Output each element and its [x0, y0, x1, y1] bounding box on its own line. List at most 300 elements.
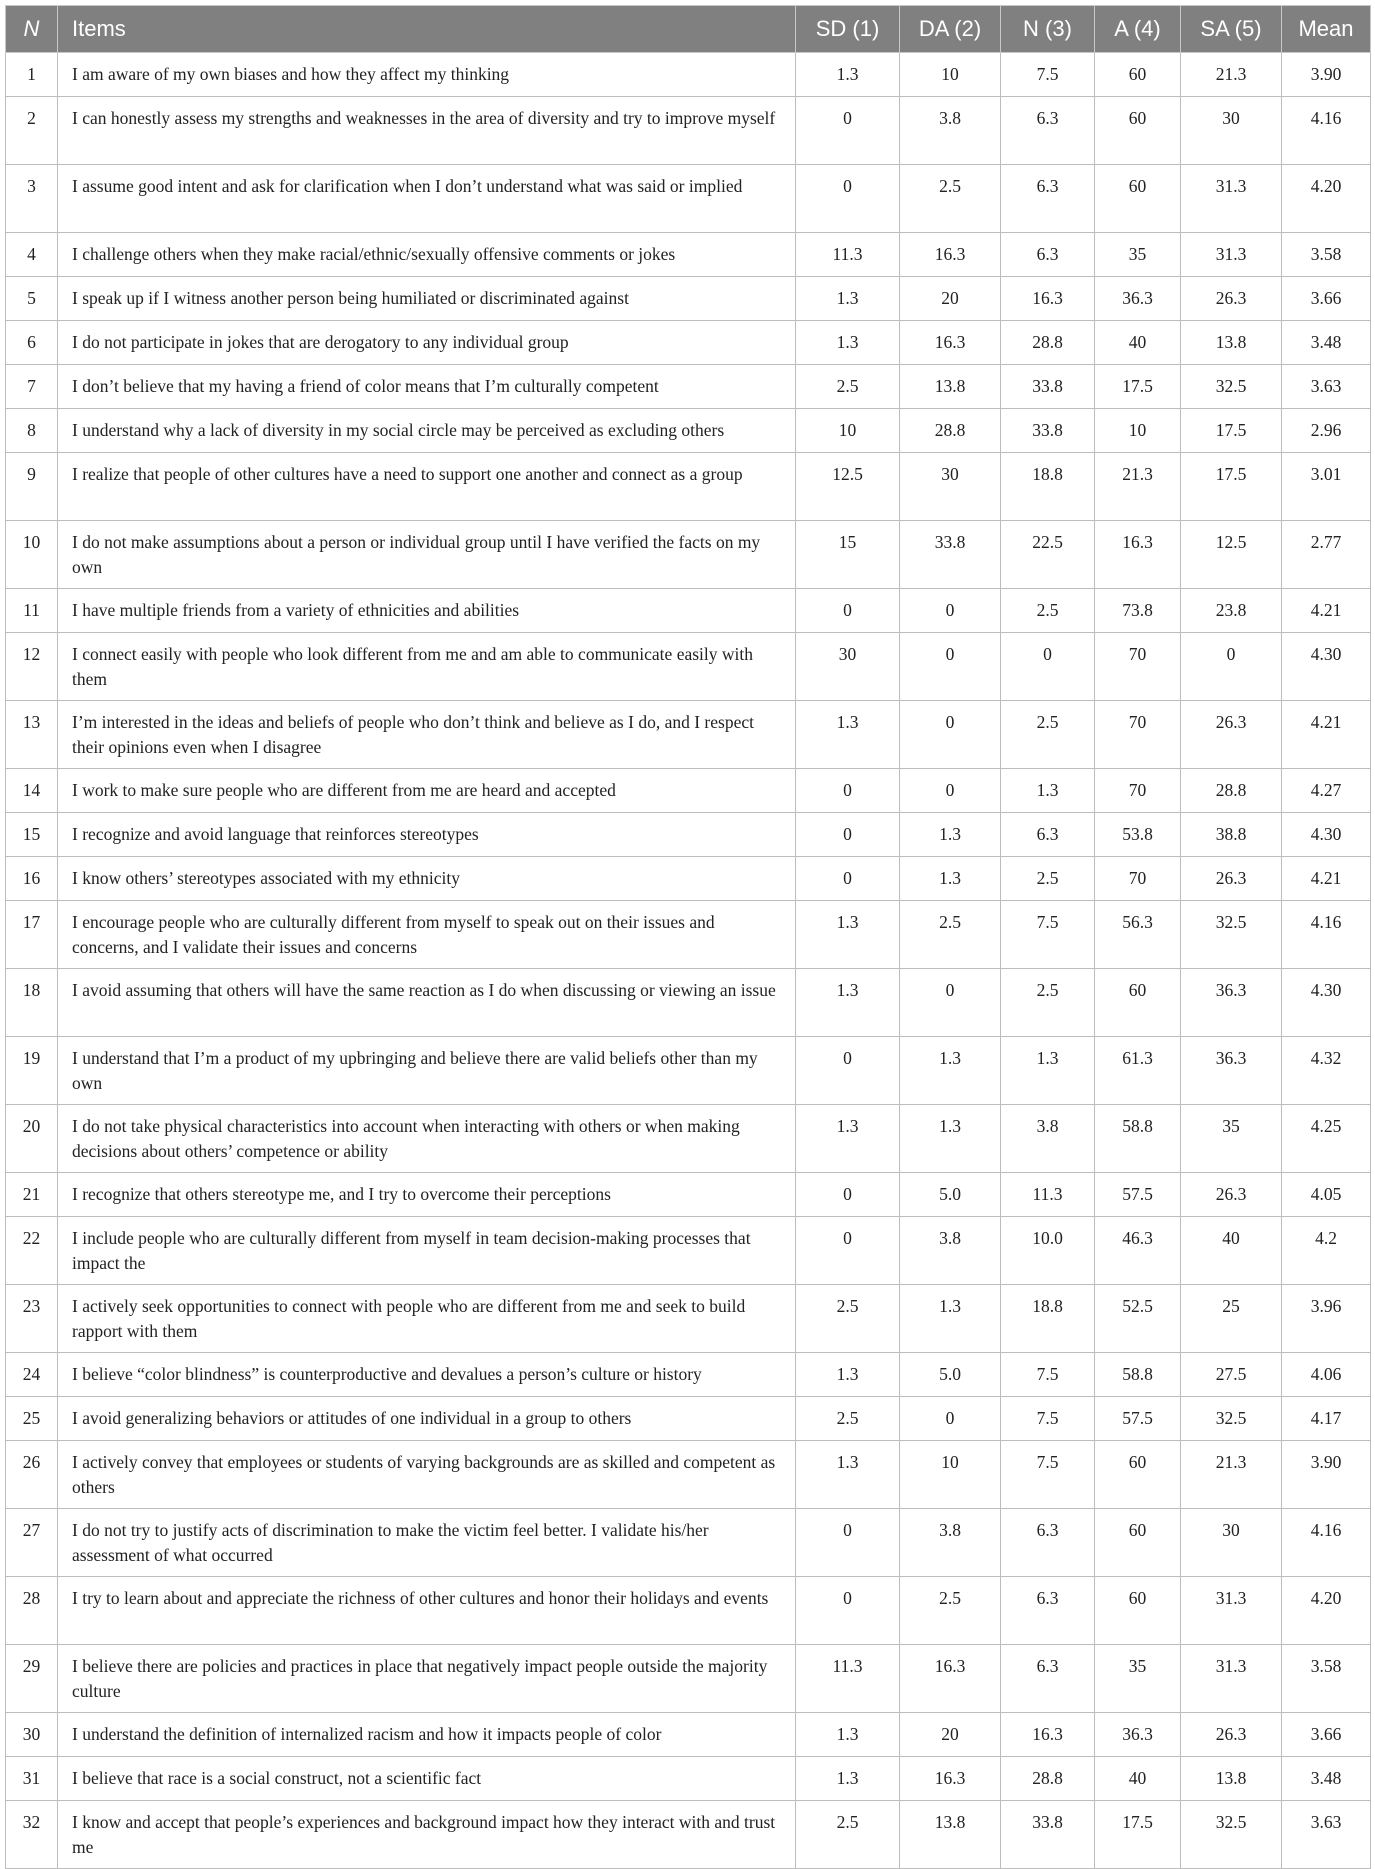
mean-value: 4.20: [1282, 165, 1371, 233]
da-value: 1.3: [900, 1037, 1001, 1105]
sd-value: 11.3: [796, 1645, 900, 1713]
sa-value: 0: [1181, 633, 1282, 701]
mean-value: 4.27: [1282, 769, 1371, 813]
a-value: 56.3: [1095, 901, 1181, 969]
item-text: I speak up if I witness another person being humiliated or discriminated against: [58, 277, 796, 321]
neutral-value: 6.3: [1001, 97, 1095, 165]
sd-value: 0: [796, 857, 900, 901]
neutral-value: 3.8: [1001, 1105, 1095, 1173]
item-text: I actively convey that employees or students of varying backgrounds are as skilled and competent as others: [58, 1441, 796, 1509]
sd-value: 0: [796, 769, 900, 813]
table-row: [6, 1037, 1371, 1105]
sa-value: 26.3: [1181, 1173, 1282, 1217]
a-value: 35: [1095, 1645, 1181, 1713]
table-row: [6, 1713, 1371, 1757]
item-text: I’m interested in the ideas and beliefs of people who don’t think and believe as I do, and I respect their opinions even when I disagree: [58, 701, 796, 769]
a-value: 40: [1095, 321, 1181, 365]
item-text: I know others’ stereotypes associated with my ethnicity: [58, 857, 796, 901]
mean-value: 4.30: [1282, 969, 1371, 1037]
neutral-value: 18.8: [1001, 453, 1095, 521]
sd-value: 1.3: [796, 53, 900, 97]
table-row: [6, 321, 1371, 365]
sa-value: 26.3: [1181, 277, 1282, 321]
table-row: [6, 1801, 1371, 1869]
da-value: 0: [900, 701, 1001, 769]
sd-value: 0: [796, 1509, 900, 1577]
row-number: 25: [6, 1397, 58, 1441]
neutral-value: 22.5: [1001, 521, 1095, 589]
sa-value: 12.5: [1181, 521, 1282, 589]
row-number: 30: [6, 1713, 58, 1757]
row-number: 9: [6, 453, 58, 521]
row-number: 15: [6, 813, 58, 857]
row-number: 29: [6, 1645, 58, 1713]
a-value: 60: [1095, 53, 1181, 97]
table-row: [6, 1577, 1371, 1645]
mean-value: 3.48: [1282, 1757, 1371, 1801]
a-value: 61.3: [1095, 1037, 1181, 1105]
sd-value: 30: [796, 633, 900, 701]
header-n: N: [6, 6, 58, 53]
neutral-value: 1.3: [1001, 769, 1095, 813]
row-number: 5: [6, 277, 58, 321]
sa-value: 36.3: [1181, 1037, 1282, 1105]
mean-value: 3.66: [1282, 1713, 1371, 1757]
neutral-value: 7.5: [1001, 1353, 1095, 1397]
neutral-value: 7.5: [1001, 901, 1095, 969]
table-row: [6, 1397, 1371, 1441]
sd-value: 10: [796, 409, 900, 453]
mean-value: 3.58: [1282, 233, 1371, 277]
da-value: 16.3: [900, 1645, 1001, 1713]
sa-value: 21.3: [1181, 53, 1282, 97]
mean-value: 4.17: [1282, 1397, 1371, 1441]
a-value: 73.8: [1095, 589, 1181, 633]
mean-value: 4.21: [1282, 857, 1371, 901]
mean-value: 4.25: [1282, 1105, 1371, 1173]
mean-value: 3.90: [1282, 53, 1371, 97]
header-da: DA (2): [900, 6, 1001, 53]
sa-value: 32.5: [1181, 365, 1282, 409]
neutral-value: 2.5: [1001, 857, 1095, 901]
table-row: [6, 1285, 1371, 1353]
sd-value: 1.3: [796, 1105, 900, 1173]
item-text: I understand why a lack of diversity in my social circle may be perceived as excluding others: [58, 409, 796, 453]
da-value: 10: [900, 53, 1001, 97]
sa-value: 30: [1181, 97, 1282, 165]
mean-value: 3.90: [1282, 1441, 1371, 1509]
da-value: 20: [900, 1713, 1001, 1757]
neutral-value: 6.3: [1001, 165, 1095, 233]
sd-value: 1.3: [796, 1757, 900, 1801]
row-number: 10: [6, 521, 58, 589]
mean-value: 3.48: [1282, 321, 1371, 365]
sd-value: 2.5: [796, 365, 900, 409]
mean-value: 3.58: [1282, 1645, 1371, 1713]
a-value: 70: [1095, 769, 1181, 813]
item-text: I do not make assumptions about a person or individual group until I have verified the facts on my own: [58, 521, 796, 589]
sa-value: 25: [1181, 1285, 1282, 1353]
neutral-value: 28.8: [1001, 321, 1095, 365]
sd-value: 0: [796, 813, 900, 857]
row-number: 6: [6, 321, 58, 365]
da-value: 1.3: [900, 857, 1001, 901]
sa-value: 26.3: [1181, 701, 1282, 769]
a-value: 35: [1095, 233, 1181, 277]
item-text: I assume good intent and ask for clarification when I don’t understand what was said or implied: [58, 165, 796, 233]
sd-value: 1.3: [796, 1441, 900, 1509]
a-value: 60: [1095, 1509, 1181, 1577]
row-number: 16: [6, 857, 58, 901]
neutral-value: 2.5: [1001, 701, 1095, 769]
item-text: I do not take physical characteristics into account when interacting with others or when making decisions about others’ competence or ability: [58, 1105, 796, 1173]
row-number: 13: [6, 701, 58, 769]
table-row: [6, 409, 1371, 453]
a-value: 16.3: [1095, 521, 1181, 589]
row-number: 4: [6, 233, 58, 277]
neutral-value: 10.0: [1001, 1217, 1095, 1285]
sa-value: 13.8: [1181, 321, 1282, 365]
sa-value: 31.3: [1181, 233, 1282, 277]
sa-value: 21.3: [1181, 1441, 1282, 1509]
sd-value: 2.5: [796, 1801, 900, 1869]
table-row: [6, 97, 1371, 165]
sa-value: 35: [1181, 1105, 1282, 1173]
a-value: 10: [1095, 409, 1181, 453]
da-value: 2.5: [900, 901, 1001, 969]
row-number: 19: [6, 1037, 58, 1105]
mean-value: 4.20: [1282, 1577, 1371, 1645]
header-sa: SA (5): [1181, 6, 1282, 53]
da-value: 2.5: [900, 165, 1001, 233]
sa-value: 27.5: [1181, 1353, 1282, 1397]
mean-value: 3.63: [1282, 1801, 1371, 1869]
item-text: I actively seek opportunities to connect with people who are different from me and seek to build rapport with them: [58, 1285, 796, 1353]
row-number: 24: [6, 1353, 58, 1397]
da-value: 0: [900, 769, 1001, 813]
table-row: [6, 521, 1371, 589]
sd-value: 0: [796, 165, 900, 233]
neutral-value: 7.5: [1001, 53, 1095, 97]
row-number: 3: [6, 165, 58, 233]
mean-value: 3.63: [1282, 365, 1371, 409]
item-text: I avoid assuming that others will have the same reaction as I do when discussing or viewing an issue: [58, 969, 796, 1037]
mean-value: 3.66: [1282, 277, 1371, 321]
mean-value: 4.16: [1282, 97, 1371, 165]
mean-value: 4.30: [1282, 633, 1371, 701]
item-text: I understand the definition of internalized racism and how it impacts people of color: [58, 1713, 796, 1757]
item-text: I believe there are policies and practices in place that negatively impact people outside the majority culture: [58, 1645, 796, 1713]
sa-value: 23.8: [1181, 589, 1282, 633]
a-value: 60: [1095, 165, 1181, 233]
neutral-value: 7.5: [1001, 1397, 1095, 1441]
neutral-value: 33.8: [1001, 365, 1095, 409]
table-row: [6, 1757, 1371, 1801]
header-sd: SD (1): [796, 6, 900, 53]
item-text: I connect easily with people who look different from me and am able to communicate easily with them: [58, 633, 796, 701]
a-value: 21.3: [1095, 453, 1181, 521]
table-row: [6, 233, 1371, 277]
sa-value: 31.3: [1181, 165, 1282, 233]
item-text: I understand that I’m a product of my upbringing and believe there are valid beliefs other than my own: [58, 1037, 796, 1105]
header-neutral: N (3): [1001, 6, 1095, 53]
sa-value: 13.8: [1181, 1757, 1282, 1801]
da-value: 0: [900, 589, 1001, 633]
a-value: 36.3: [1095, 1713, 1181, 1757]
row-number: 12: [6, 633, 58, 701]
mean-value: 4.05: [1282, 1173, 1371, 1217]
item-text: I challenge others when they make racial/ethnic/sexually offensive comments or jokes: [58, 233, 796, 277]
mean-value: 2.96: [1282, 409, 1371, 453]
table-row: [6, 365, 1371, 409]
table-row: [6, 633, 1371, 701]
da-value: 13.8: [900, 365, 1001, 409]
a-value: 53.8: [1095, 813, 1181, 857]
sa-value: 30: [1181, 1509, 1282, 1577]
table-row: [6, 1645, 1371, 1713]
a-value: 60: [1095, 97, 1181, 165]
header-row: [6, 6, 1371, 53]
mean-value: 3.01: [1282, 453, 1371, 521]
a-value: 52.5: [1095, 1285, 1181, 1353]
sd-value: 0: [796, 589, 900, 633]
row-number: 17: [6, 901, 58, 969]
da-value: 16.3: [900, 321, 1001, 365]
neutral-value: 2.5: [1001, 969, 1095, 1037]
row-number: 14: [6, 769, 58, 813]
sa-value: 28.8: [1181, 769, 1282, 813]
table-row: [6, 1509, 1371, 1577]
sd-value: 11.3: [796, 233, 900, 277]
item-text: I believe “color blindness” is counterproductive and devalues a person’s culture or history: [58, 1353, 796, 1397]
table-row: [6, 165, 1371, 233]
row-number: 28: [6, 1577, 58, 1645]
row-number: 32: [6, 1801, 58, 1869]
row-number: 22: [6, 1217, 58, 1285]
da-value: 30: [900, 453, 1001, 521]
da-value: 1.3: [900, 1285, 1001, 1353]
a-value: 57.5: [1095, 1397, 1181, 1441]
row-number: 31: [6, 1757, 58, 1801]
neutral-value: 6.3: [1001, 233, 1095, 277]
a-value: 40: [1095, 1757, 1181, 1801]
sd-value: 0: [796, 1577, 900, 1645]
da-value: 10: [900, 1441, 1001, 1509]
da-value: 1.3: [900, 1105, 1001, 1173]
table-row: [6, 769, 1371, 813]
sa-value: 32.5: [1181, 1801, 1282, 1869]
item-text: I believe that race is a social construct, not a scientific fact: [58, 1757, 796, 1801]
mean-value: 3.96: [1282, 1285, 1371, 1353]
table-row: [6, 1105, 1371, 1173]
sa-value: 31.3: [1181, 1577, 1282, 1645]
da-value: 13.8: [900, 1801, 1001, 1869]
sd-value: 15: [796, 521, 900, 589]
neutral-value: 33.8: [1001, 1801, 1095, 1869]
a-value: 58.8: [1095, 1353, 1181, 1397]
mean-value: 4.2: [1282, 1217, 1371, 1285]
neutral-value: 6.3: [1001, 1645, 1095, 1713]
sd-value: 1.3: [796, 969, 900, 1037]
row-number: 2: [6, 97, 58, 165]
da-value: 33.8: [900, 521, 1001, 589]
row-number: 27: [6, 1509, 58, 1577]
mean-value: 4.21: [1282, 589, 1371, 633]
row-number: 11: [6, 589, 58, 633]
neutral-value: 18.8: [1001, 1285, 1095, 1353]
sd-value: 2.5: [796, 1397, 900, 1441]
sa-value: 31.3: [1181, 1645, 1282, 1713]
sa-value: 38.8: [1181, 813, 1282, 857]
da-value: 1.3: [900, 813, 1001, 857]
sa-value: 32.5: [1181, 1397, 1282, 1441]
row-number: 26: [6, 1441, 58, 1509]
mean-value: 4.16: [1282, 901, 1371, 969]
da-value: 3.8: [900, 1217, 1001, 1285]
da-value: 3.8: [900, 97, 1001, 165]
mean-value: 4.30: [1282, 813, 1371, 857]
neutral-value: 16.3: [1001, 1713, 1095, 1757]
table-row: [6, 53, 1371, 97]
item-text: I do not participate in jokes that are derogatory to any individual group: [58, 321, 796, 365]
header-items: Items: [58, 6, 796, 53]
mean-value: 4.06: [1282, 1353, 1371, 1397]
da-value: 5.0: [900, 1353, 1001, 1397]
item-text: I encourage people who are culturally different from myself to speak out on their issues and concerns, and I validate their issues and concerns: [58, 901, 796, 969]
sd-value: 1.3: [796, 1713, 900, 1757]
neutral-value: 6.3: [1001, 1577, 1095, 1645]
da-value: 16.3: [900, 1757, 1001, 1801]
item-text: I recognize that others stereotype me, and I try to overcome their perceptions: [58, 1173, 796, 1217]
table-body: [6, 53, 1371, 1869]
sd-value: 0: [796, 97, 900, 165]
da-value: 28.8: [900, 409, 1001, 453]
sd-value: 1.3: [796, 901, 900, 969]
item-text: I know and accept that people’s experiences and background impact how they interact with and trust me: [58, 1801, 796, 1869]
table-row: [6, 453, 1371, 521]
a-value: 17.5: [1095, 1801, 1181, 1869]
table-row: [6, 857, 1371, 901]
a-value: 36.3: [1095, 277, 1181, 321]
da-value: 0: [900, 969, 1001, 1037]
table-row: [6, 901, 1371, 969]
neutral-value: 33.8: [1001, 409, 1095, 453]
sd-value: 1.3: [796, 321, 900, 365]
item-text: I can honestly assess my strengths and weaknesses in the area of diversity and try to improve myself: [58, 97, 796, 165]
mean-value: 4.32: [1282, 1037, 1371, 1105]
da-value: 5.0: [900, 1173, 1001, 1217]
sa-value: 32.5: [1181, 901, 1282, 969]
row-number: 23: [6, 1285, 58, 1353]
sd-value: 2.5: [796, 1285, 900, 1353]
item-text: I have multiple friends from a variety of ethnicities and abilities: [58, 589, 796, 633]
table-row: [6, 701, 1371, 769]
a-value: 57.5: [1095, 1173, 1181, 1217]
sd-value: 1.3: [796, 701, 900, 769]
sa-value: 17.5: [1181, 453, 1282, 521]
neutral-value: 6.3: [1001, 813, 1095, 857]
table-header: [6, 6, 1371, 53]
sd-value: 1.3: [796, 1353, 900, 1397]
table-row: [6, 1217, 1371, 1285]
table-row: [6, 1173, 1371, 1217]
mean-value: 4.21: [1282, 701, 1371, 769]
neutral-value: 7.5: [1001, 1441, 1095, 1509]
item-text: I am aware of my own biases and how they affect my thinking: [58, 53, 796, 97]
item-text: I don’t believe that my having a friend of color means that I’m culturally competent: [58, 365, 796, 409]
mean-value: 2.77: [1282, 521, 1371, 589]
sa-value: 26.3: [1181, 1713, 1282, 1757]
a-value: 70: [1095, 701, 1181, 769]
table-row: [6, 813, 1371, 857]
a-value: 60: [1095, 1441, 1181, 1509]
row-number: 21: [6, 1173, 58, 1217]
a-value: 70: [1095, 857, 1181, 901]
neutral-value: 16.3: [1001, 277, 1095, 321]
table-row: [6, 277, 1371, 321]
da-value: 20: [900, 277, 1001, 321]
table-row: [6, 969, 1371, 1037]
sd-value: 0: [796, 1217, 900, 1285]
row-number: 18: [6, 969, 58, 1037]
item-text: I try to learn about and appreciate the richness of other cultures and honor their holidays and events: [58, 1577, 796, 1645]
neutral-value: 2.5: [1001, 589, 1095, 633]
neutral-value: 11.3: [1001, 1173, 1095, 1217]
item-text: I realize that people of other cultures have a need to support one another and connect as a group: [58, 453, 796, 521]
row-number: 20: [6, 1105, 58, 1173]
a-value: 58.8: [1095, 1105, 1181, 1173]
table-row: [6, 589, 1371, 633]
a-value: 60: [1095, 1577, 1181, 1645]
neutral-value: 28.8: [1001, 1757, 1095, 1801]
item-text: I avoid generalizing behaviors or attitudes of one individual in a group to others: [58, 1397, 796, 1441]
a-value: 17.5: [1095, 365, 1181, 409]
item-text: I do not try to justify acts of discrimination to make the victim feel better. I validate his/her assessment of what occurred: [58, 1509, 796, 1577]
item-text: I recognize and avoid language that reinforces stereotypes: [58, 813, 796, 857]
neutral-value: 0: [1001, 633, 1095, 701]
da-value: 2.5: [900, 1577, 1001, 1645]
neutral-value: 6.3: [1001, 1509, 1095, 1577]
da-value: 0: [900, 1397, 1001, 1441]
da-value: 0: [900, 633, 1001, 701]
sd-value: 1.3: [796, 277, 900, 321]
mean-value: 4.16: [1282, 1509, 1371, 1577]
a-value: 60: [1095, 969, 1181, 1037]
survey-table: [5, 5, 1371, 1869]
da-value: 16.3: [900, 233, 1001, 277]
sa-value: 17.5: [1181, 409, 1282, 453]
sa-value: 36.3: [1181, 969, 1282, 1037]
table-row: [6, 1353, 1371, 1397]
table-row: [6, 1441, 1371, 1509]
sa-value: 26.3: [1181, 857, 1282, 901]
da-value: 3.8: [900, 1509, 1001, 1577]
neutral-value: 1.3: [1001, 1037, 1095, 1105]
header-mean: Mean: [1282, 6, 1371, 53]
row-number: 1: [6, 53, 58, 97]
sa-value: 40: [1181, 1217, 1282, 1285]
header-a: A (4): [1095, 6, 1181, 53]
sd-value: 12.5: [796, 453, 900, 521]
row-number: 7: [6, 365, 58, 409]
a-value: 70: [1095, 633, 1181, 701]
item-text: I work to make sure people who are different from me are heard and accepted: [58, 769, 796, 813]
row-number: 8: [6, 409, 58, 453]
a-value: 46.3: [1095, 1217, 1181, 1285]
sd-value: 0: [796, 1173, 900, 1217]
sd-value: 0: [796, 1037, 900, 1105]
item-text: I include people who are culturally different from myself in team decision-making processes that impact the: [58, 1217, 796, 1285]
